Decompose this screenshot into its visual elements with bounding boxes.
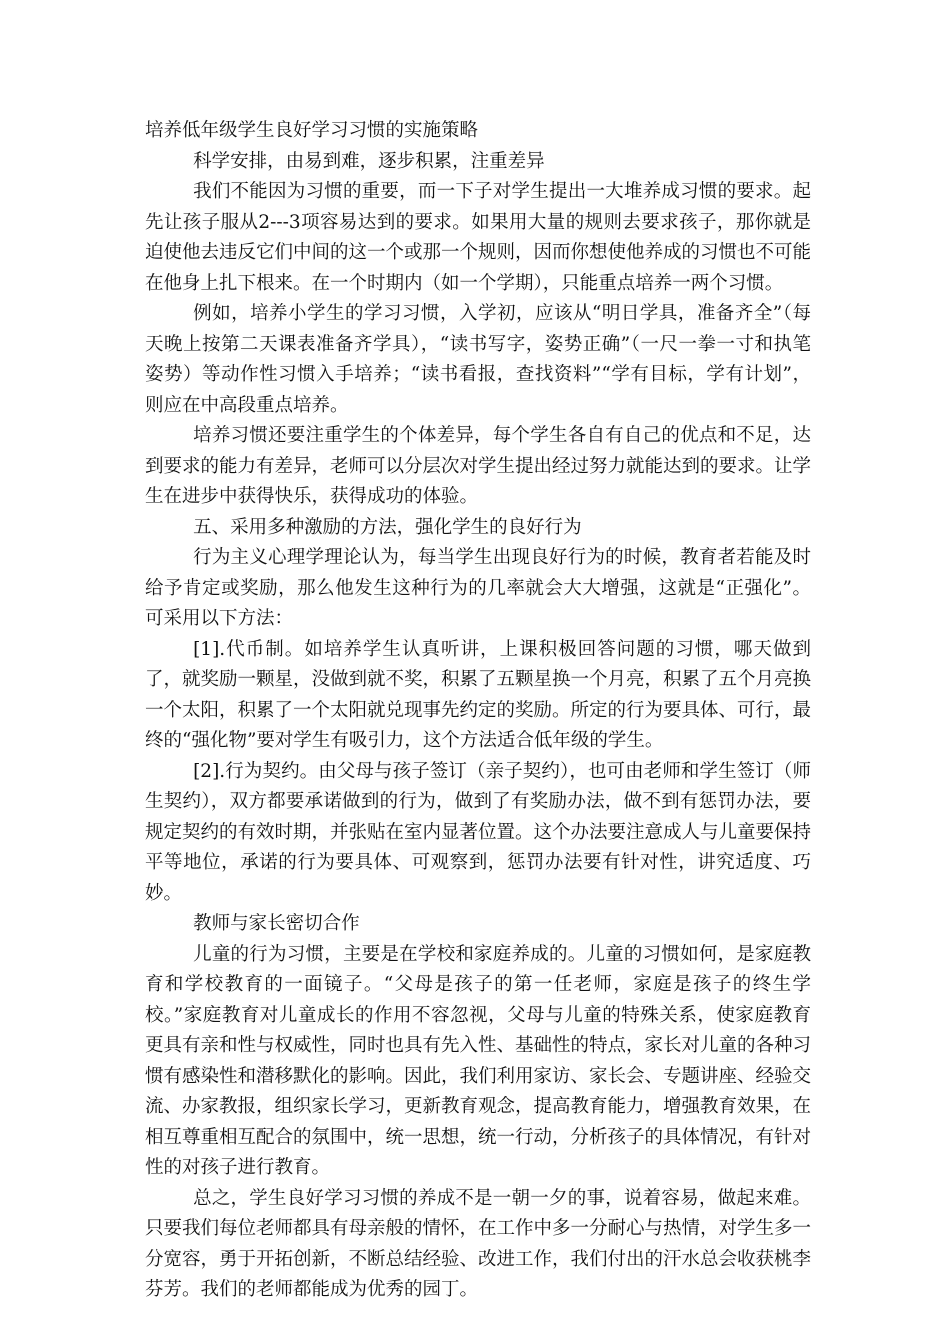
document-title: 培养低年级学生良好学习习惯的实施策略	[145, 120, 479, 141]
body-paragraph: 培养习惯还要注重学生的个体差异，每个学生各自有自己的优点和不足，达到要求的能力有差异，老师可以分层次对学生提出经过努力就能达到的要求。让学生在进步中获得快乐，获得成功的体验。	[145, 425, 812, 507]
body-paragraph: 行为主义心理学理论认为，每当学生出现良好行为的时候，教育者若能及时给予肯定或奖励，那么他发生这种行为的几率就会大大增强，这就是“正强化”。可采用以下方法：	[145, 547, 811, 629]
body-paragraph: 总之，学生良好学习习惯的养成不是一朝一夕的事，说着容易，做起来难。只要我们每位老师都具有母亲般的情怀，在工作中多一分耐心与热情，对学生多一分宽容，勇于开拓创新，不断总结经验、改进工作，我们付出的汗水总会收获桃李芬芳。我们的老师都能成为优秀的园丁。	[145, 1187, 812, 1300]
body-paragraph: 例如，培养小学生的学习习惯，入学初，应该从“明日学具，准备齐全”（每天晚上按第二天课表准备齐学具），“读书写字，姿势正确”（一尺一拳一寸和执笔姿势）等动作性习惯入手培养；“读书看报，查找资料”“学有目标，学有计划”，则应在中高段重点培养。	[145, 303, 811, 416]
body-paragraph: 儿童的行为习惯，主要是在学校和家庭养成的。儿童的习惯如何，是家庭教育和学校教育的一面镜子。“父母是孩子的第一任老师，家庭是孩子的终生学校。”家庭教育对儿童成长的作用不容忽视，父母与儿童的特殊关系，使家庭教育更具有亲和性与权威性，同时也具有先入性、基础性的特点，家长对儿童的各种习惯有感染性和潜移默化的影响。因此，我们利用家访、家长会、专题讲座、经验交流、办家教报，组织家长学习，更新教育观念，提高教育能力，增强教育效果，在相互尊重相互配合的氛围中，统一思想，统一行动，分析孩子的具体情况，有针对性的对孩子进行教育。	[145, 943, 812, 1178]
document-page	[145, 116, 811, 1306]
section-heading: 教师与家长密切合作	[193, 913, 360, 934]
body-paragraph: 我们不能因为习惯的重要，而一下子对学生提出一大堆养成习惯的要求。起先让孩子服从2---3项容易达到的要求。如果用大量的规则去要求孩子，那你就是迫使他去违反它们中间的这一个或那一个规则，因而你想使他养成的习惯也不可能在他身上扎下根来。在一个时期内（如一个学期），只能重点培养一两个习惯。	[145, 181, 812, 294]
section-heading: 科学安排，由易到难，逐步积累，注重差异	[193, 150, 545, 172]
body-paragraph: [1].代币制。如培养学生认真听讲，上课积极回答问题的习惯，哪天做到了，就奖励一颗星，没做到就不奖，积累了五颗星换一个月亮，积累了五个月亮换一个太阳，积累了一个太阳就兑现事先约定的奖励。所定的行为要具体、可行，最终的“强化物”要对学生有吸引力，这个方法适合低年级的学生。	[145, 638, 812, 751]
section-heading: 五、采用多种激励的方法，强化学生的良好行为	[193, 516, 582, 538]
body-paragraph: [2].行为契约。由父母与孩子签订（亲子契约），也可由老师和学生签订（师生契约），双方都要承诺做到的行为，做到了有奖励办法，做不到有惩罚办法，要规定契约的有效时期，并张贴在室内显著位置。这个办法要注意成人与儿童要保持平等地位，承诺的行为要具体、可观察到，惩罚办法要有针对性，讲究适度、巧妙。	[145, 760, 812, 904]
